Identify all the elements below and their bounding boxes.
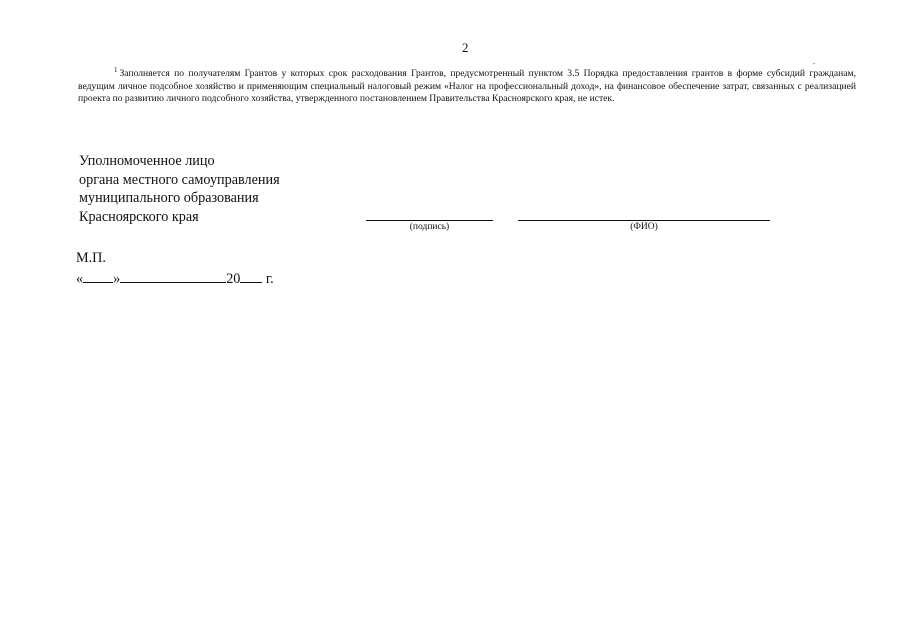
fio-caption: (ФИО) <box>630 222 658 232</box>
official-line-3: муниципального образования <box>79 190 259 206</box>
date-year-suffix: г. <box>265 271 274 287</box>
date-year-blank <box>240 268 262 283</box>
date-day-blank <box>83 268 113 283</box>
authorized-person-block <box>79 152 280 226</box>
date-open-quote: « <box>76 271 84 287</box>
page-number: 2 <box>462 40 469 55</box>
date-month-blank <box>120 268 226 283</box>
footnote-marker: 1 <box>114 65 118 74</box>
footnote-text: Заполняется по получателям Грантов у которых срок расходования Грантов, предусмотренный пунктом 3.5 Порядка предоставления грантов в форме субсидий гражданам, ведущим личное подсобное хозяйство и применяющим специальный налоговый режим «Налог на профессиональный доход», на финансовое обеспечение затрат, связанных с реализацией проекта по развитию личного подсобного хозяйства, утвержденного постановлением Правительства Красноярского края, не истек. <box>78 68 856 104</box>
date-line <box>76 268 274 288</box>
stamp-label: М.П. <box>76 250 106 266</box>
scan-artifact-dot: . <box>813 56 816 66</box>
official-line-2: органа местного самоуправления <box>79 171 280 188</box>
date-year-prefix: 20 <box>226 271 241 287</box>
signature-line <box>366 220 493 221</box>
date-close-quote: » <box>113 271 121 287</box>
signature-caption: (подпись) <box>409 222 450 232</box>
fio-line <box>518 220 770 221</box>
official-line-1: Уполномоченное лицо <box>79 153 215 169</box>
footnote <box>78 65 856 106</box>
official-line-4: Красноярского края <box>79 208 199 225</box>
